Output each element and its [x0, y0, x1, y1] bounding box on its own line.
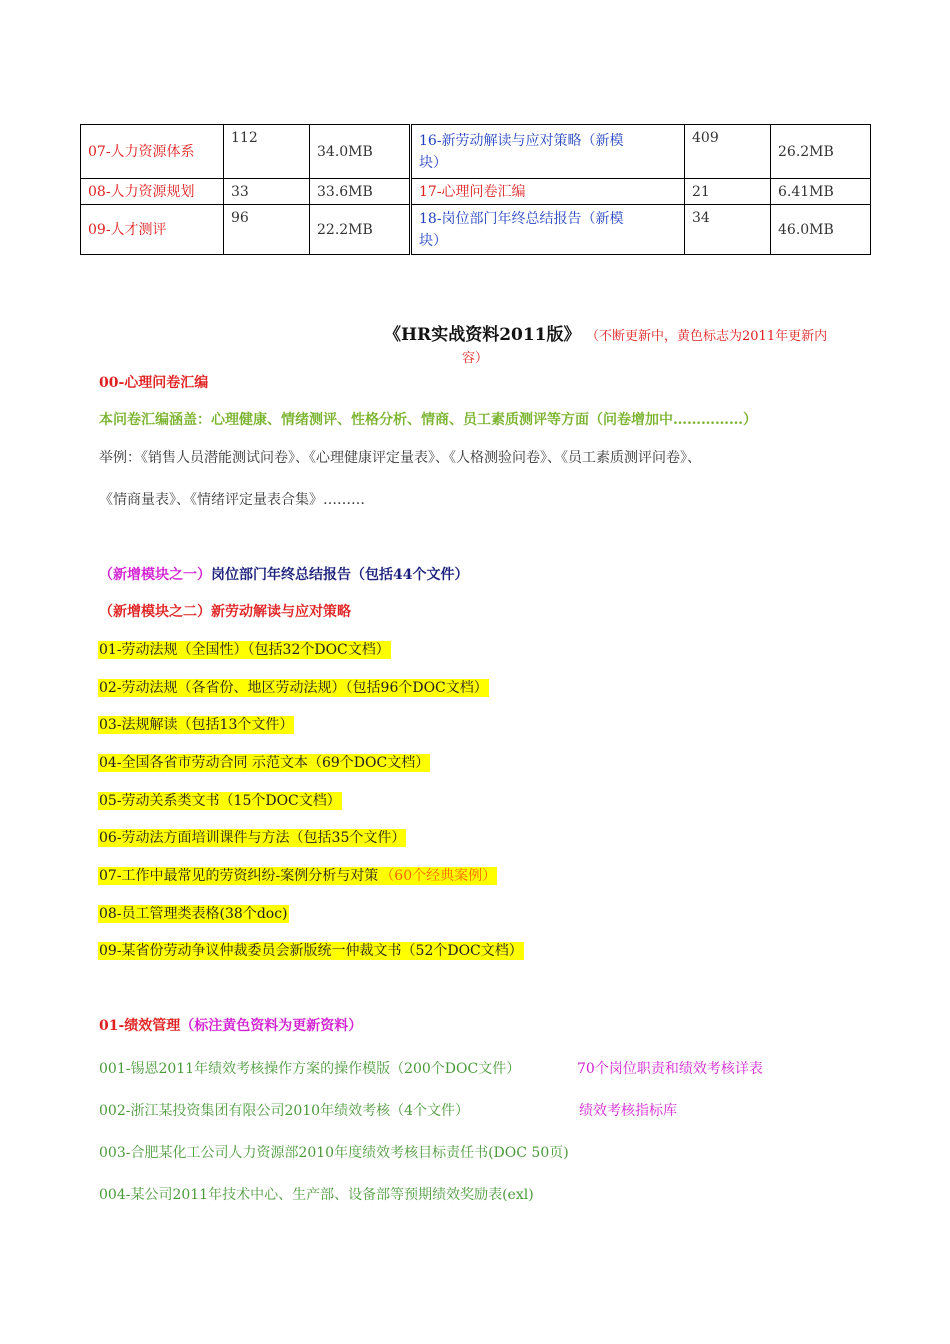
resource-name-line: 16-新劳动解读与应对策略（新模 — [419, 132, 624, 149]
resource-name[interactable]: 09-人才测评 — [81, 205, 224, 255]
file-size: 33.6MB — [310, 179, 411, 205]
file-count: 96 — [224, 205, 310, 255]
resource-name[interactable]: 17-心理问卷汇编 — [411, 179, 685, 205]
file-count: 112 — [224, 125, 310, 179]
list-item: 01-劳动法规（全国性）（包括32个DOC文档） — [99, 642, 390, 658]
module-prefix: （新增模块之一） — [99, 567, 211, 583]
list-item: 06-劳动法方面培训课件与方法（包括35个文件） — [99, 830, 406, 846]
list-item: 09-某省份劳动争议仲裁委员会新版统一仲裁文书（52个DOC文档） — [99, 943, 523, 959]
file-count: 33 — [224, 179, 310, 205]
file-count: 21 — [685, 179, 771, 205]
resource-name[interactable] — [411, 205, 685, 255]
document-title: 《HR实战资料2011版》 — [384, 325, 581, 345]
new-module-1 — [99, 564, 468, 584]
list-item: 08-员工管理类表格(38个doc) — [99, 906, 288, 922]
resource-name-line: 18-岗位部门年终总结报告（新模 — [419, 210, 624, 227]
list-item: 004-某公司2011年技术中心、生产部、设备部等预期绩效奖励表(exl) — [99, 1187, 534, 1203]
title-note-cont: 容） — [462, 351, 489, 366]
table-row — [81, 179, 871, 205]
title-note: （不断更新中，黄色标志为2011年更新内 — [586, 329, 828, 344]
psych-examples-cont: 《情商量表》、《情绪评定量表合集》……… — [99, 492, 365, 508]
file-size: 26.2MB — [771, 125, 871, 179]
performance-heading: 01-绩效管理（标注黄色资料为更新资料） — [99, 1018, 363, 1034]
list-item: 02-劳动法规（各省份、地区劳动法规）（包括96个DOC文档） — [99, 680, 488, 696]
psych-examples: 举例：《销售人员潜能测试问卷》、《心理健康评定量表》、《人格测验问卷》、《员工素质测评问卷》、 — [99, 450, 701, 466]
file-size: 46.0MB — [771, 205, 871, 255]
table-row — [81, 205, 871, 255]
module-name: 岗位部门年终总结报告（包括44个文件） — [211, 567, 469, 583]
file-count: 34 — [685, 205, 771, 255]
resource-name[interactable]: 07-人力资源体系 — [81, 125, 224, 179]
psych-coverage: 本问卷汇编涵盖：心理健康、情绪测评、性格分析、情商、员工素质测评等方面（问卷增加中……………） — [99, 412, 757, 428]
module-name: 新劳动解读与应对策略 — [211, 604, 351, 620]
resource-name-line: 块） — [419, 154, 447, 171]
file-size: 22.2MB — [310, 205, 411, 255]
resource-name[interactable] — [411, 125, 685, 179]
resource-table — [80, 124, 871, 255]
new-module-2 — [99, 601, 351, 621]
list-item: 003-合肥某化工公司人力资源部2010年度绩效考核目标责任书(DOC 50页) — [99, 1145, 569, 1161]
list-item: 001-锡恩2011年绩效考核操作方案的操作模版（200个DOC文件） — [99, 1061, 521, 1077]
list-item-extra: 70个岗位职责和绩效考核详表 — [577, 1061, 763, 1077]
file-size: 6.41MB — [771, 179, 871, 205]
resource-name-line: 块） — [419, 232, 447, 249]
list-item: 04-全国各省市劳动合同 示范文本（69个DOC文档） — [99, 755, 430, 771]
module-prefix: （新增模块之二） — [99, 604, 211, 620]
list-item: 05-劳动关系类文书（15个DOC文档） — [99, 793, 341, 809]
resource-name[interactable]: 08-人力资源规划 — [81, 179, 224, 205]
file-size: 34.0MB — [310, 125, 411, 179]
list-item: 07-工作中最常见的劳资纠纷-案例分析与对策 （60个经典案例） — [99, 868, 497, 884]
table-row — [81, 125, 871, 179]
psych-heading: 00-心理问卷汇编 — [99, 375, 209, 391]
file-count: 409 — [685, 125, 771, 179]
list-item: 03-法规解读（包括13个文件） — [99, 717, 294, 733]
list-item: 002-浙江某投资集团有限公司2010年绩效考核（4个文件） — [99, 1103, 469, 1119]
list-item-extra: 绩效考核指标库 — [579, 1103, 677, 1119]
